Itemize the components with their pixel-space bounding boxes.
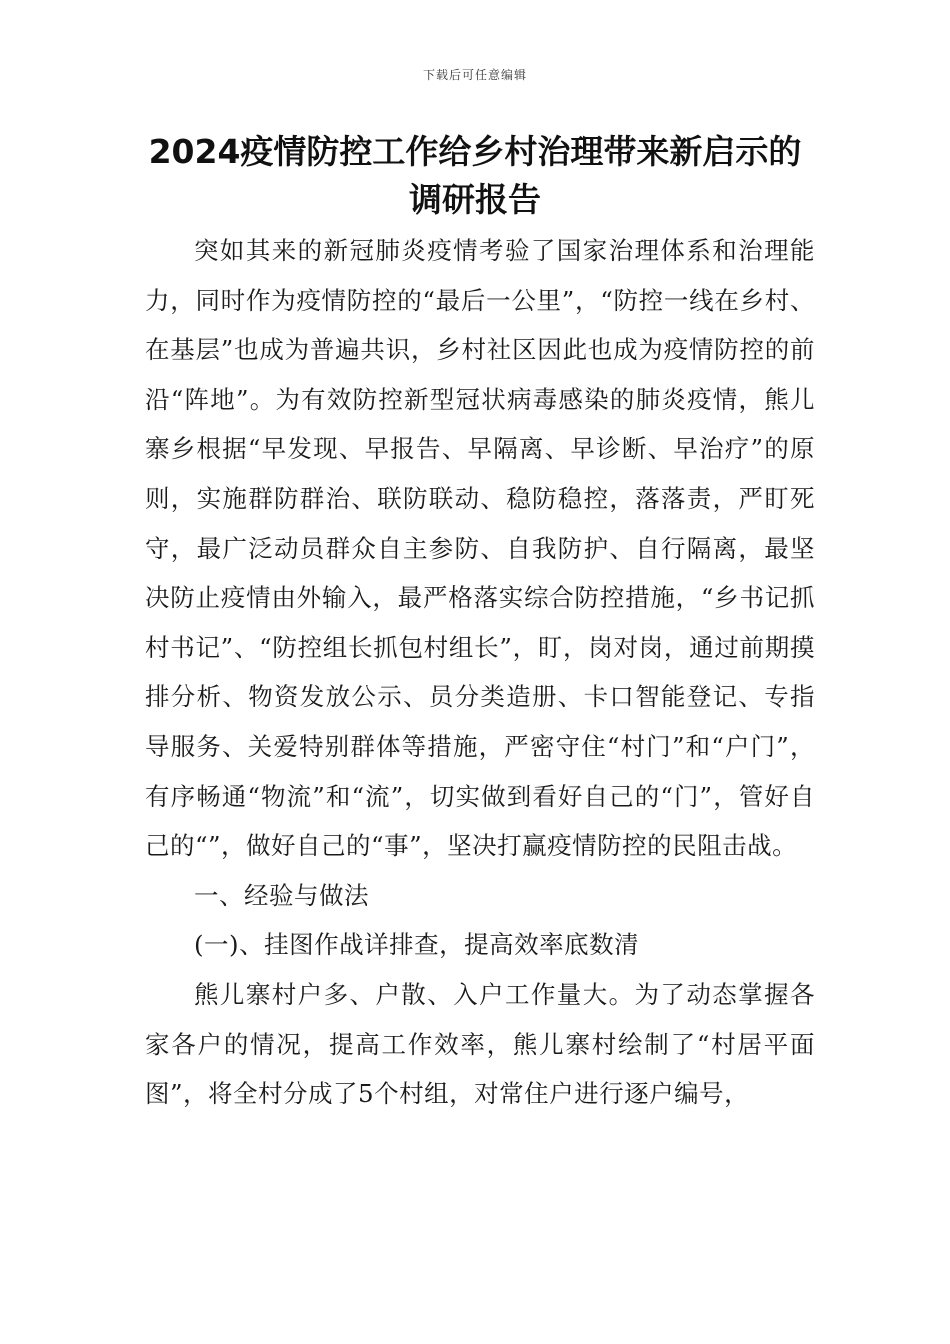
header-note: 下载后可任意编辑 — [422, 68, 527, 82]
paragraph-body: 熊儿寨村户多、户散、入户工作量大。为了动态掌握各家各户的情况，提高工作效率，熊儿寨村绘制了“村居平面图”，将全村分成了5个村组，对常住户进行逐户编号， — [145, 979, 815, 1109]
document-title: 2024疫情防控工作给乡村治理带来新启示的调研报告 — [148, 132, 802, 219]
document-body — [145, 226, 815, 1119]
section-heading: 一、经验与做法 — [194, 880, 369, 910]
subsection-heading: (一)、挂图作战详排查，提高效率底数清 — [194, 930, 640, 960]
paragraph-intro: 突如其来的新冠肺炎疫情考验了国家治理体系和治理能力，同时作为疫情防控的“最后一公里”，“防控一线在乡村、在基层”也成为普遍共识，乡村社区因此也成为疫情防控的前沿“阵地”。为有效防控新型冠状病毒感染的肺炎疫情，熊儿寨乡根据“早发现、早报告、早隔离、早诊断、早治疗”的原则，实施群防群治、联防联动、稳防稳控，落落责，严盯死守，最广泛动员群众自主参防、自我防护、自行隔离，最坚决防止疫情由外输入，最严格落实综合防控措施，“乡书记抓村书记”、“防控组长抓包村组长”，盯，岗对岗，通过前期摸排分析、物资发放公示、员分类造册、卡口智能登记、专指导服务、关爱特别群体等措施，严密守住“村门”和“户门”，有序畅通“物流”和“流”，切实做到看好自己的“门”，管好自己的“”，做好自己的“事”，坚决打赢疫情防控的民阻击战。 — [145, 236, 815, 861]
